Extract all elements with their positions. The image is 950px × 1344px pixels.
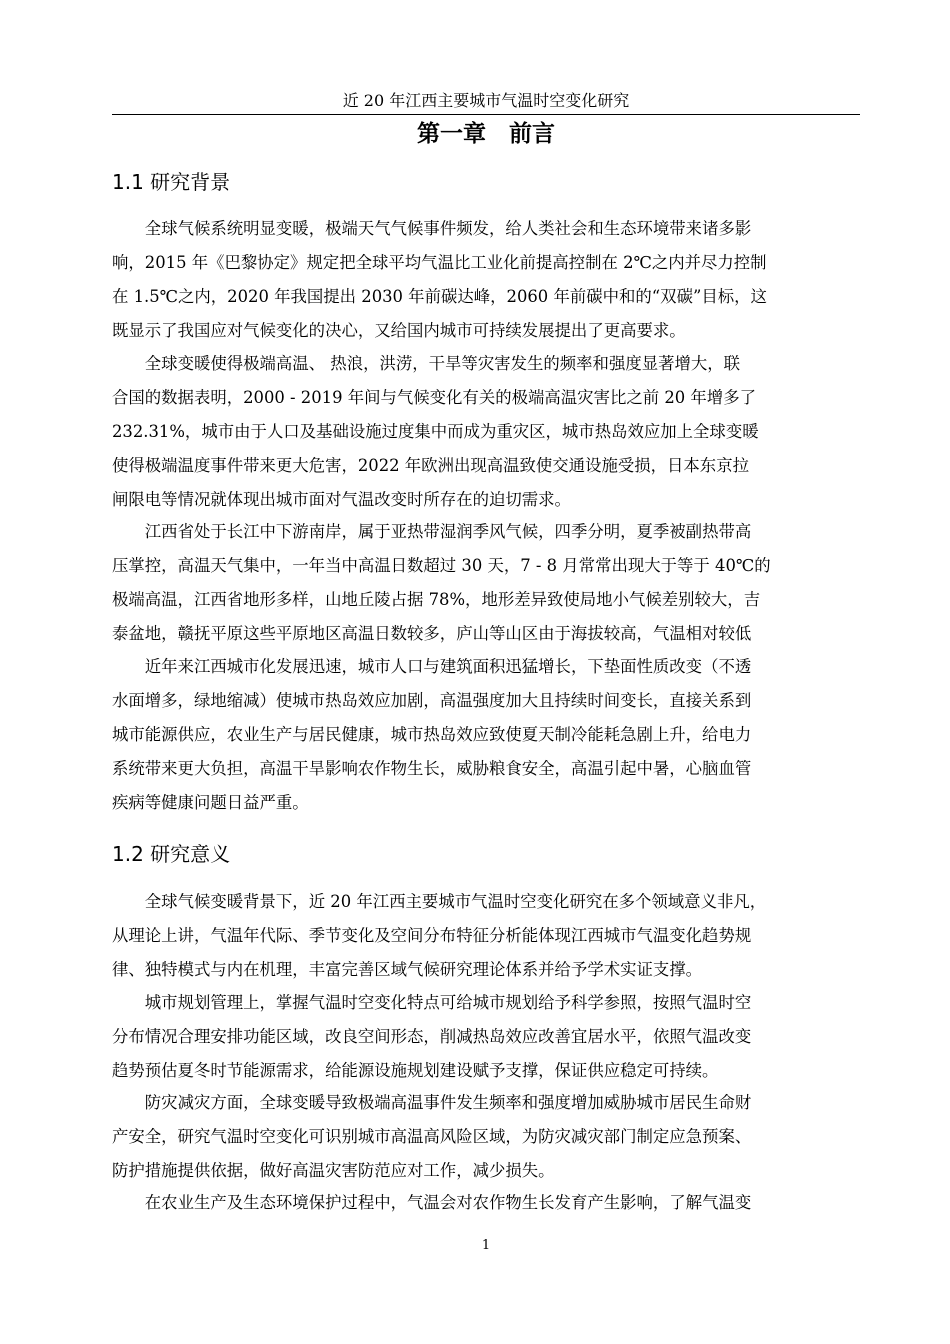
section-heading-1-1: 1.1 研究背景 xyxy=(112,170,231,194)
paragraph-1-2-b: 城市规划管理上，掌握气温时空变化特点可给城市规划给予科学参照，按照气温时空 分布情况合理安排功能区域，改良空间形态，削减热岛效应改善宜居水平，依照气温改变 趋势预估夏冬时节能源需求，给能源设施规划建设赋予支撑，保证供应稳定可持续。 xyxy=(112,993,752,1080)
paragraph-1-2-d: 在农业生产及生态环境保护过程中，气温会对农作物生长发育产生影响，了解气温变 xyxy=(144,1193,752,1212)
paragraph-1-1-b: 全球变暖使得极端高温、 热浪，洪涝，干旱等灾害发生的频率和强度显著增大，联 合国的数据表明，2000 - 2019 年间与气候变化有关的极端高温灾害比之前 20 年增多了 232.31%，城市由于人口及基础设施过度集中而成为重灾区，城市热岛效应加上全球变暖 使得极端温度事件带来更大危害，2022 年欧洲出现高温致使交通设施受损，日本东京拉 闸限电等情况就体现出城市面对气温改变时所存在的迫切需求。 xyxy=(112,354,759,509)
paragraph-1-1-a: 全球气候系统明显变暖，极端天气气候事件频发，给人类社会和生态环境带来诸多影 响，2015 年《巴黎协定》规定把全球平均气温比工业化前提高控制在 2℃之内并尽力控制 在 1.5℃之内，2020 年我国提出 2030 年前碳达峰，2060 年前碳中和的“双碳”目标，这 既显示了我国应对气候变化的决心，又给国内城市可持续发展提出了更高要求。 xyxy=(112,219,767,340)
paragraph-1-1-c: 江西省处于长江中下游南岸，属于亚热带湿润季风气候，四季分明，夏季被副热带高 压掌控，高温天气集中，一年当中高温日数超过 30 天，7 - 8 月常常出现大于等于 40℃的 极端高温，江西省地形多样，山地丘陵占据 78%，地形差异致使局地小气候差别较大，吉 泰盆地，赣抚平原这些平原地区高温日数较多，庐山等山区由于海拔较高，气温相对较低 xyxy=(112,522,771,643)
page-number: 1 xyxy=(481,1238,491,1253)
section-heading-1-2: 1.2 研究意义 xyxy=(112,842,231,866)
paragraph-1-2-c: 防灾减灾方面，全球变暖导致极端高温事件发生频率和强度增加威胁城市居民生命财 产安全，研究气温时空变化可识别城市高温高风险区域，为防灾减灾部门制定应急预案、 防护措施提供依据，做好高温灾害防范应对工作，减少损失。 xyxy=(112,1093,752,1180)
running-header-title: 近 20 年江西主要城市气温时空变化研究 xyxy=(342,91,630,110)
paragraph-1-1-d: 近年来江西城市化发展迅速，城市人口与建筑面积迅猛增长，下垫面性质改变（不透 水面增多，绿地缩减）使城市热岛效应加剧，高温强度加大且持续时间变长，直接关系到 城市能源供应，农业生产与居民健康，城市热岛效应致使夏天制冷能耗急剧上升，给电力 系统带来更大负担，高温干旱影响农作物生长，威胁粮食安全，高温引起中暑，心脑血管 疾病等健康问题日益严重。 xyxy=(112,657,752,812)
header-rule xyxy=(112,114,860,115)
chapter-title: 第一章 前言 xyxy=(417,121,555,147)
paragraph-1-2-a: 全球气候变暖背景下，近 20 年江西主要城市气温时空变化研究在多个领域意义非凡， 从理论上讲，气温年代际、季节变化及空间分布特征分析能体现江西城市气温变化趋势规 律、独特模式与内在机理，丰富完善区域气候研究理论体系并给予学术实证支撑。 xyxy=(112,892,767,979)
